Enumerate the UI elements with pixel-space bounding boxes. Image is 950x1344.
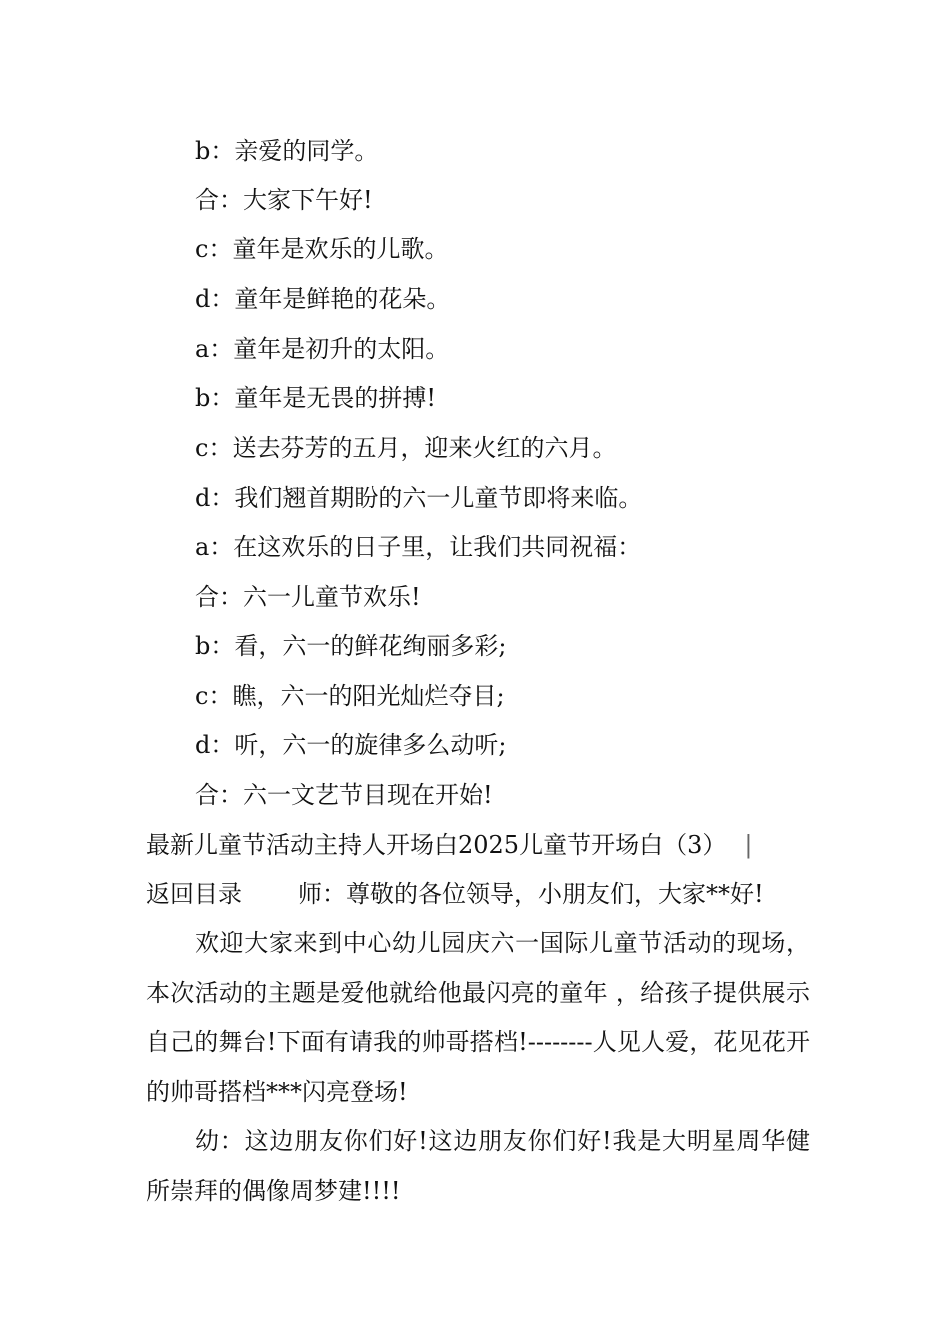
dialogue-line: b：看，六一的鲜花绚丽多彩; [195,632,507,660]
dialogue-line: b：亲爱的同学。 [195,137,379,165]
dialogue-line: c：童年是欢乐的儿歌。 [195,235,449,263]
dialogue-line: a：童年是初升的太阳。 [195,335,450,363]
dialogue-line: d：童年是鲜艳的花朵。 [195,285,451,313]
dialogue-line: 合：大家下午好! [195,186,373,214]
section-heading: 最新儿童节活动主持人开场白2025儿童节开场白（3） [146,831,727,859]
teacher-greeting: 师：尊敬的各位领导，小朋友们，大家**好! [298,880,764,908]
dialogue-line: d：我们翘首期盼的六一儿童节即将来临。 [195,484,643,512]
dialogue-line: d：听，六一的旋律多么动听; [195,731,507,759]
section-heading-line [146,833,810,857]
dialogue-line: c：送去芬芳的五月，迎来火红的六月。 [195,434,617,462]
dialogue-line: c：瞧，六一的阳光灿烂夺目; [195,682,505,710]
back-to-contents-link[interactable]: 返回目录 [146,880,242,908]
body-paragraph: 欢迎大家来到中心幼儿园庆六一国际儿童节活动的现场，本次活动的主题是爱他就给他最闪亮的童年 ，给孩子提供展示自己的舞台!下面有请我的帅哥搭档!--------人见人爱，花见花开的帅哥搭档***闪亮登场! [146,929,810,1106]
dialogue-line: a：在这欢乐的日子里，让我们共同祝福： [195,533,642,561]
dialogue-line: 合：六一文艺节目现在开始! [195,781,493,809]
body-paragraph: 幼：这边朋友你们好!这边朋友你们好!我是大明星周华健所崇拜的偶像周梦建!!!! [146,1127,810,1205]
back-link-line [146,882,810,906]
dialogue-line: 合：六一儿童节欢乐! [195,583,421,611]
dialogue-line: b：童年是无畏的拼搏! [195,384,437,412]
separator: | [744,831,753,859]
